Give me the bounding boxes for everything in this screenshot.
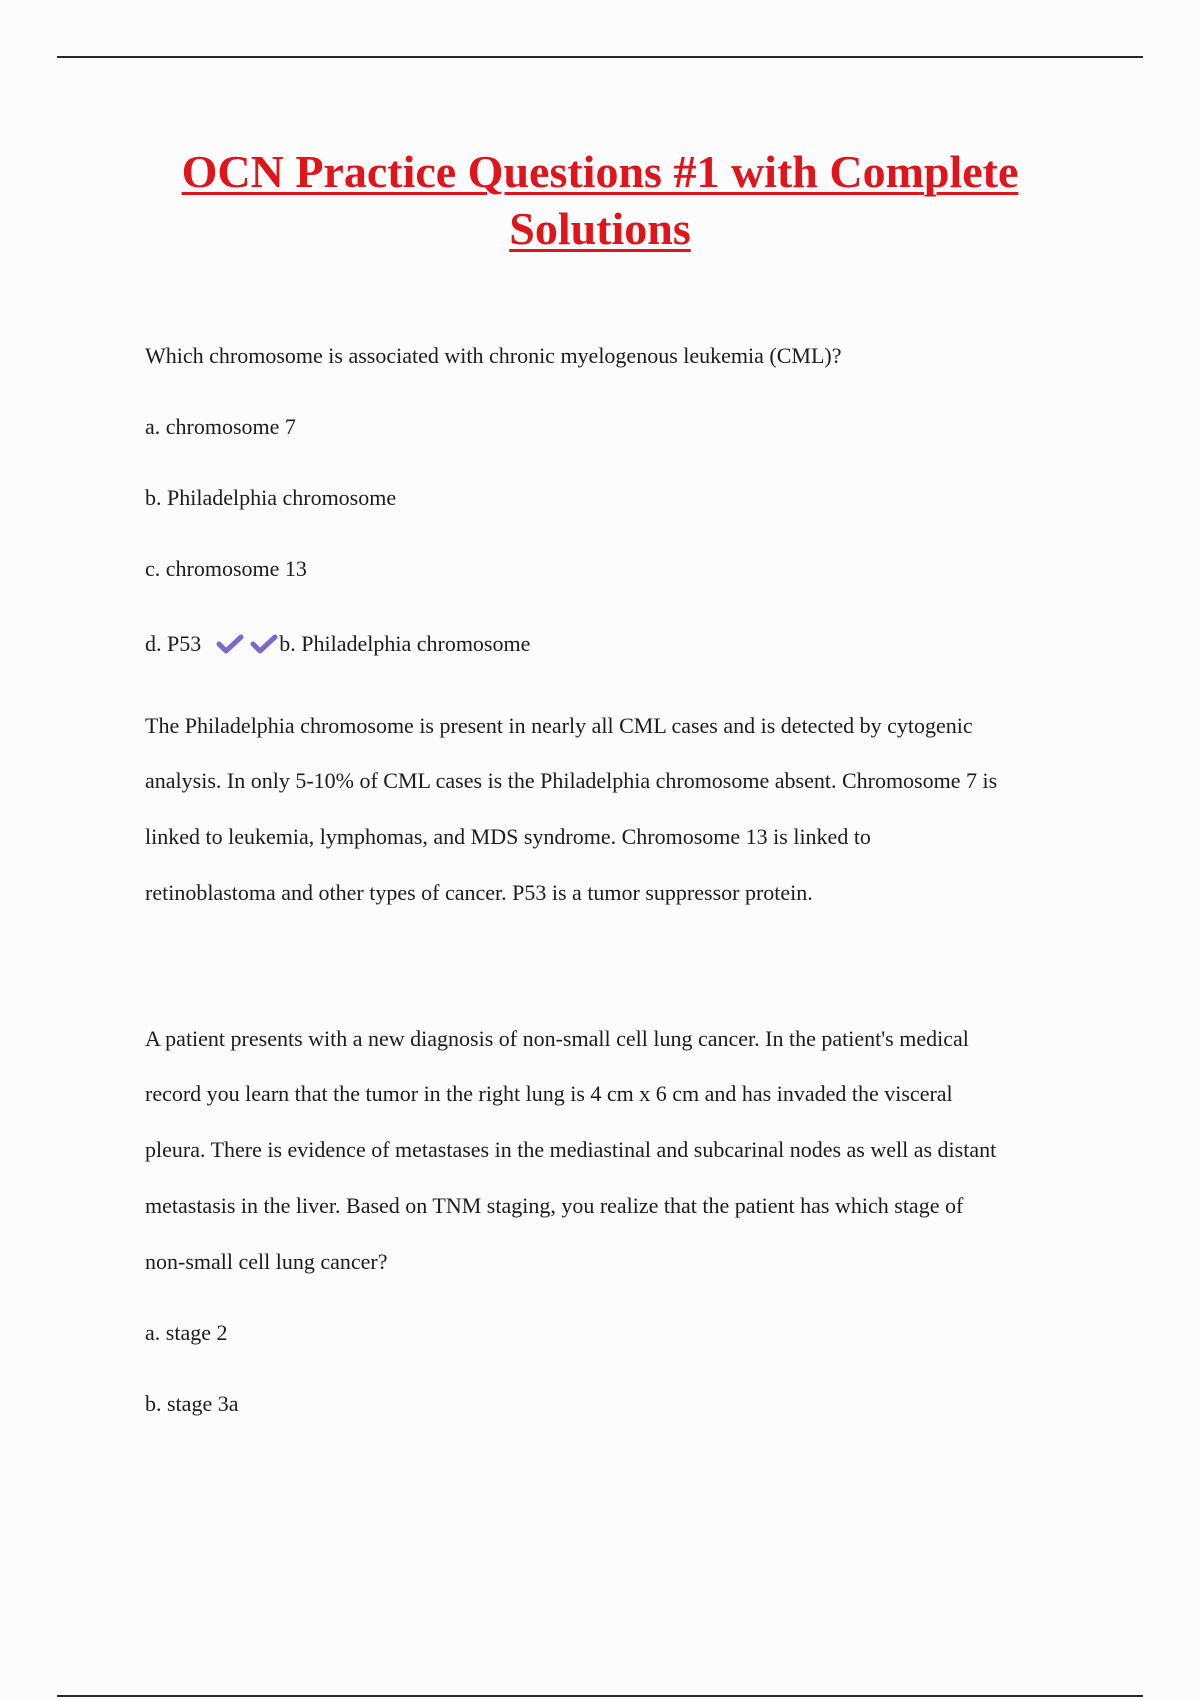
- document-title: [100, 143, 1100, 257]
- top-rule: [57, 56, 1143, 58]
- question-1-option-a: a. chromosome 7: [145, 414, 296, 439]
- question-2-option-a: a. stage 2: [145, 1320, 228, 1345]
- question-1-answer: b. Philadelphia chromosome: [279, 631, 531, 656]
- question-1-option-d-with-answer: [145, 630, 530, 658]
- question-1-rationale-line-4: retinoblastoma and other types of cancer. P53 is a tumor suppressor protein.: [145, 880, 813, 905]
- check-icon: [215, 633, 245, 655]
- question-2-prompt-line-1: A patient presents with a new diagnosis of non-small cell lung cancer. In the patient's medical: [145, 1026, 969, 1051]
- question-2-option-b: b. stage 3a: [145, 1391, 239, 1416]
- question-1-option-d: d. P53: [145, 631, 202, 656]
- question-1-prompt: Which chromosome is associated with chronic myelogenous leukemia (CML)?: [145, 343, 842, 368]
- question-1-rationale-line-1: The Philadelphia chromosome is present in nearly all CML cases and is detected by cytogenic: [145, 713, 973, 738]
- question-1-rationale-line-3: linked to leukemia, lymphomas, and MDS syndrome. Chromosome 13 is linked to: [145, 824, 871, 849]
- title-line-2: Solutions: [509, 203, 691, 254]
- bottom-rule: [57, 1695, 1143, 1697]
- question-1-option-b: b. Philadelphia chromosome: [145, 485, 397, 510]
- question-2-prompt-line-4: metastasis in the liver. Based on TNM staging, you realize that the patient has which stage of: [145, 1193, 964, 1218]
- title-line-1: OCN Practice Questions #1 with Complete: [181, 146, 1019, 197]
- question-1-rationale-line-2: analysis. In only 5-10% of CML cases is the Philadelphia chromosome absent. Chromosome 7 is: [145, 768, 998, 793]
- question-2-prompt-line-5: non-small cell lung cancer?: [145, 1249, 388, 1274]
- check-icon: [249, 633, 279, 655]
- question-2-prompt-line-3: pleura. There is evidence of metastases in the mediastinal and subcarinal nodes as well as distant: [145, 1137, 997, 1162]
- question-1-option-c: c. chromosome 13: [145, 556, 307, 581]
- question-2-prompt-line-2: record you learn that the tumor in the right lung is 4 cm x 6 cm and has invaded the visceral: [145, 1081, 953, 1106]
